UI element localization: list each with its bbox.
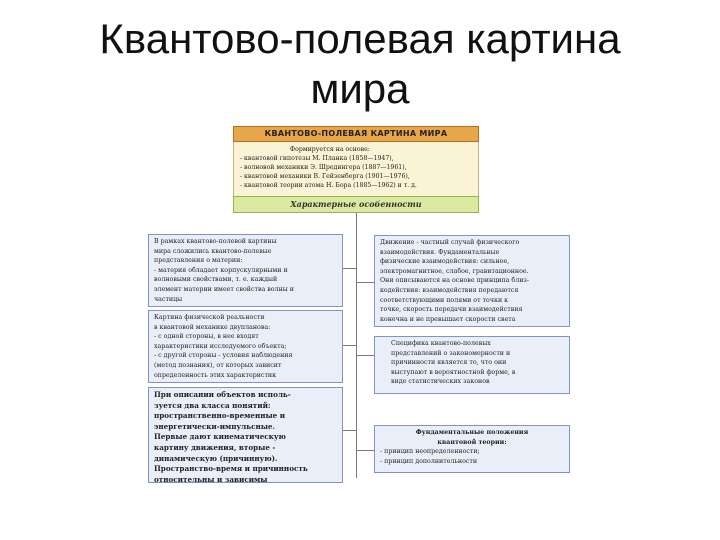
card-line: - с одной стороны, в нее входят	[154, 333, 259, 341]
card-line: Первые дают кинематическую	[154, 432, 286, 442]
card-line: зуется два класса понятий:	[154, 400, 271, 410]
card-heading: Фундаментальные положения	[415, 429, 529, 436]
card-line: точке, скорость передачи взаимодействия	[380, 306, 523, 314]
card-line: выступают в вероятностной форме, в	[391, 368, 516, 376]
card-line: (метод познания), от которых зависит	[154, 361, 282, 369]
card-line: Картина физической реальности	[154, 314, 265, 321]
card-line: При описании объектов исполь-	[154, 390, 291, 399]
basis-item: - квантовой механики В. Гейзенберга (1901—1976),	[240, 173, 410, 180]
left-card-concepts	[148, 387, 343, 483]
card-line: характеристики исследуемого объекта;	[154, 342, 287, 350]
card-line: картину движения, вторые -	[154, 442, 276, 452]
card-line: динамическую (причинную).	[154, 453, 278, 463]
slide-title-line-2: мира	[310, 65, 410, 112]
basis-intro: Формируется на основе:	[290, 146, 370, 153]
connector-left-1	[343, 268, 356, 269]
card-line: взаимодействия. Фундаментальные	[380, 248, 500, 256]
card-line: соответствующими полями от точки к	[380, 296, 509, 304]
card-line: определенность этих характеристик	[154, 371, 277, 379]
basis-item: - квантовой гипотезы М. Планка (1858—1947),	[240, 155, 394, 162]
card-line: относительны и зависимы	[154, 474, 268, 483]
right-card-motion	[374, 235, 570, 327]
left-card-reality	[148, 310, 343, 383]
card-line: Они описываются на основе принципа близ-	[380, 277, 529, 285]
connector-left-2	[343, 345, 356, 346]
features-header: Характерные особенности	[233, 196, 479, 213]
connector-right-3	[356, 450, 374, 451]
card-line: мира сложились квантово-полевые	[154, 247, 272, 255]
connector-right-1	[356, 282, 374, 283]
basis-box	[233, 142, 479, 196]
card-line: волновыми свойствами, т. е. каждый	[154, 276, 278, 284]
left-card-matter	[148, 234, 343, 307]
card-line: причинности является то, что они	[391, 359, 507, 367]
connector-left-3	[343, 430, 356, 431]
card-line: кодействия: взаимодействия передаются	[380, 286, 519, 294]
card-line: электромагнитное, слабое, гравитационное.	[380, 267, 529, 275]
card-line: В рамках квантово-полевой картины	[154, 238, 277, 245]
card-line: представлений о закономерности и	[391, 349, 511, 357]
card-line: виде статистических законов	[391, 378, 490, 386]
card-line: - принцип неопределенности;	[380, 448, 480, 456]
card-line: - материя обладает корпускулярными и	[154, 266, 288, 274]
card-line: энергетически-импульсные.	[154, 421, 276, 431]
basis-item: - квантовой теории атома Н. Бора (1885—1962) и т. д.	[240, 182, 417, 189]
card-line: - с другой стороны - условия наблюдения	[154, 352, 293, 360]
card-line: - принцип дополнительности	[380, 457, 478, 465]
card-line: Специфика квантово-полевых	[391, 340, 491, 347]
connector-right-2	[356, 355, 374, 356]
card-line: элемент материи имеет свойства волны и	[154, 285, 294, 293]
card-line: представления о материи:	[154, 257, 243, 265]
card-line: Движение - частный случай физического	[380, 239, 520, 246]
card-heading: квантовой теории:	[437, 438, 507, 446]
card-line: пространственно-временные и	[154, 411, 286, 421]
card-line: конечна и не превышает скорости света	[380, 315, 516, 323]
diagram-header: КВАНТОВО-ПОЛЕВАЯ КАРТИНА МИРА	[233, 126, 479, 142]
basis-item: - волновой механики Э. Шредингера (1887—1961),	[240, 164, 407, 171]
right-card-principles	[374, 425, 570, 473]
card-line: частицы	[154, 295, 183, 303]
card-line: физические взаимодействия: сильное,	[380, 258, 510, 266]
right-card-specifics	[374, 336, 570, 394]
central-connector	[356, 213, 357, 478]
slide-title-line-1: Квантово-полевая картина	[99, 15, 621, 62]
card-line: в квантовой механике двупланова:	[154, 323, 271, 331]
card-line: Пространство-время и причинность	[154, 464, 308, 474]
